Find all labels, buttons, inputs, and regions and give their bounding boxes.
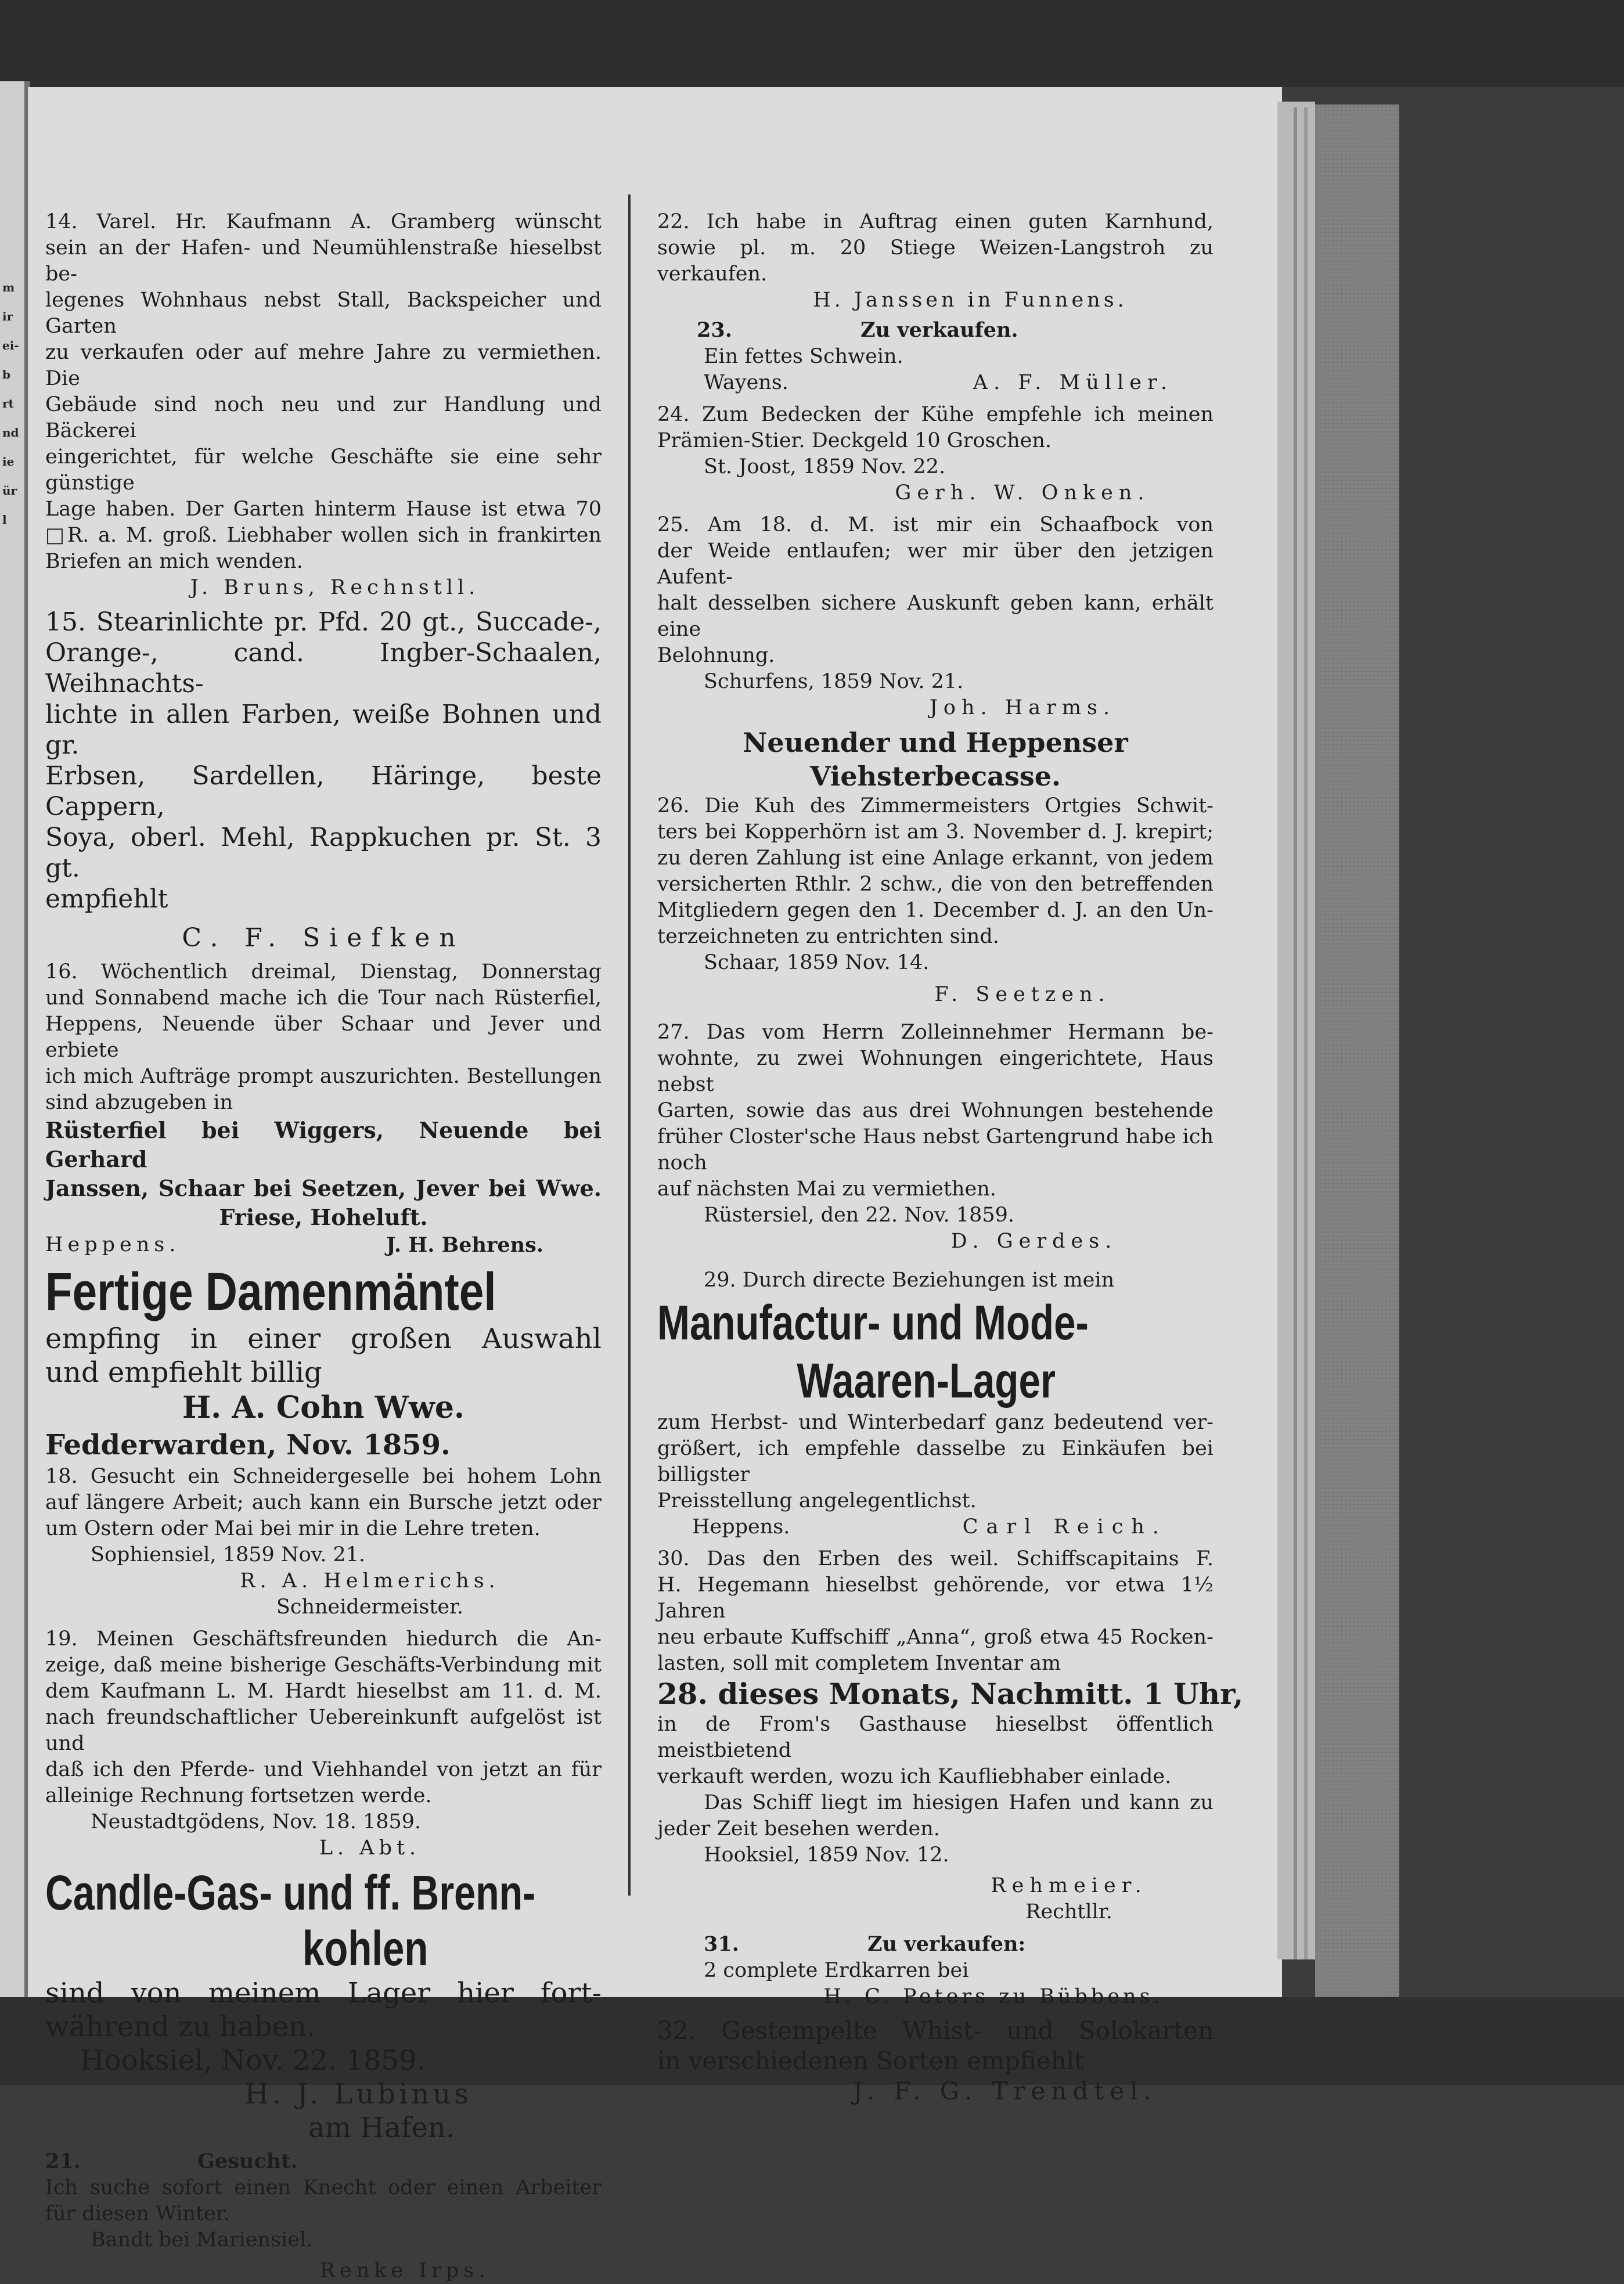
ad-line: Lage haben. Der Garten hinterm Hause ist etwa 70 [45, 498, 602, 521]
ad-signature: H. C. Peters zu Bübbens. [823, 1985, 1164, 2008]
ad-line: der Weide entlaufen; wer mir über den jetzigen Aufent- [657, 539, 1214, 589]
ad-line: empfing in einer großen Auswahl [45, 1323, 602, 1355]
ad-firm: H. A. Cohn Wwe. [182, 1390, 465, 1425]
ad-line: Briefen an mich wenden. [45, 550, 303, 573]
ad-line: und Sonnabend mache ich die Tour nach Rüsterfiel, [45, 986, 602, 1010]
ad-line: Belohnung. [657, 644, 775, 667]
ad-place-date: Fedderwarden, Nov. 1859. [45, 1429, 451, 1461]
ad-line: Mitgliedern gegen den 1. December d. J. an den Un- [657, 899, 1214, 922]
ad-16 [45, 959, 602, 1258]
ad-place-date: Hooksiel, Nov. 22. 1859. [80, 2044, 426, 2077]
ad-line: und empfiehlt billig [45, 1356, 322, 1389]
ad-headline: Fertige Damenmäntel [45, 1262, 496, 1321]
ad-heading: Zu verkaufen: [867, 1932, 1026, 1956]
backdrop-top [0, 0, 1624, 87]
ad-place-date: Sophiensiel, 1859 Nov. 21. [91, 1543, 366, 1566]
ad-line: Das Schiff liegt im hiesigen Hafen und kann zu [704, 1791, 1214, 1814]
ad-line: sind abzugeben in [45, 1091, 233, 1114]
ad-line: 24. Zum Bedecken der Kühe empfehle ich meinen [657, 403, 1214, 426]
ad-line: alleinige Rechnung fortsetzen werde. [45, 1784, 432, 1807]
ad-signature: H. Janssen in Funnens. [813, 289, 1128, 312]
ad-signature: L. Abt. [319, 1836, 421, 1860]
ad-place-signature [657, 370, 1214, 396]
ad-bold-line: Friese, Hoheluft. [219, 1204, 428, 1230]
ad-line: lasten, soll mit completem Inventar am [657, 1652, 1061, 1675]
ad-title: Rechtllr. [1025, 1900, 1112, 1923]
left-column [45, 209, 602, 2284]
ad-line: ters bei Kopperhörn ist am 3. November d. J. krepirt; [657, 820, 1214, 844]
ad-big-line: 28. dieses Monats, Nachmitt. 1 Uhr, [657, 1677, 1244, 1711]
ad-line: um Ostern oder Mai bei mir in die Lehre treten. [45, 1517, 541, 1540]
ad-place: Heppens. [692, 1515, 790, 1539]
ad-22 [657, 209, 1214, 314]
ad-14 [45, 209, 602, 601]
ad-place-date: Schaar, 1859 Nov. 14. [704, 951, 930, 974]
ad-signature: J. F. G. Trendtel. [853, 2077, 1157, 2105]
left-edge-fragment: b [2, 368, 10, 381]
ad-line: Erbsen, Sardellen, Häringe, beste Cappern, [45, 761, 602, 822]
ad-place-date: Rüstersiel, den 22. Nov. 1859. [704, 1204, 1015, 1227]
ad-number: 23. [697, 318, 732, 342]
ad-line: auf nächsten Mai zu vermiethen. [657, 1177, 996, 1201]
ad-line: ich mich Aufträge prompt auszurichten. Bestellungen [45, 1065, 602, 1088]
ad-line: halt desselben sichere Auskunft geben kann, erhält eine [657, 592, 1214, 641]
ad-place-date: Hooksiel, 1859 Nov. 12. [704, 1843, 949, 1867]
ad-place-date: Neustadtgödens, Nov. 18. 1859. [91, 1810, 422, 1833]
ad-line: verkauft werden, wozu ich Kaufliebhaber einlade. [657, 1765, 1172, 1788]
ad-line: 16. Wöchentlich dreimal, Dienstag, Donnerstag [45, 960, 602, 984]
ad-27 [657, 1019, 1214, 1255]
ad-heading: Zu verkaufen. [860, 318, 1018, 342]
ad-line: daß ich den Pferde- und Viehhandel von jetzt an für [45, 1758, 602, 1781]
ad-20 [45, 1865, 602, 2145]
ad-line: sein an der Hafen- und Neumühlenstraße hieselbst be- [45, 236, 602, 286]
ad-line: in de From's Gasthause hieselbst öffentlich meistbietend [657, 1713, 1214, 1762]
ad-line: für diesen Winter. [45, 2202, 230, 2225]
ad-place-date: Schurfens, 1859 Nov. 21. [704, 670, 964, 693]
ad-19 [45, 1626, 602, 1861]
ad-number: 21. [45, 2149, 81, 2173]
ad-line: 32. Gestempelte Whist- und Solokarten [657, 2016, 1214, 2045]
ad-31 [657, 1931, 1214, 2010]
left-edge-fragment: ür [2, 484, 17, 498]
ad-32 [657, 2016, 1214, 2106]
ad-signature: Rehmeier. [991, 1874, 1147, 1897]
ad-line: Orange-, cand. Ingber-Schaalen, Weihnachts- [45, 638, 602, 698]
ad-line: 27. Das vom Herrn Zolleinnehmer Hermann be- [657, 1021, 1214, 1044]
ad-place-signature [657, 1514, 1214, 1540]
page-stack-line [1304, 107, 1308, 1959]
ad-line: 18. Gesucht ein Schneidergeselle bei hohem Lohn [45, 1465, 602, 1488]
ad-line: versicherten Rthlr. 2 schw., die von den betreffenden [657, 873, 1214, 896]
ad-line: zeige, daß meine bisherige Geschäfts-Verbindung mit [45, 1653, 602, 1677]
ad-line: 29. Durch directe Beziehungen ist mein [704, 1269, 1115, 1292]
ad-line: 25. Am 18. d. M. ist mir ein Schaafbock von [657, 513, 1214, 536]
ad-line: □R. a. M. groß. Liebhaber wollen sich in frankirten [45, 524, 602, 547]
ad-line: lichte in allen Farben, weiße Bohnen und gr. [45, 700, 602, 760]
ad-18 [45, 1464, 602, 1620]
ad-heading: Neuender und Heppenser [743, 727, 1128, 758]
right-column [657, 209, 1244, 2106]
ad-heading-row [657, 1931, 1214, 1958]
ad-25 [657, 512, 1214, 721]
ad-26 [657, 726, 1214, 1008]
ad-line: Heppens, Neuende über Schaar und Jever und erbiete [45, 1013, 602, 1062]
left-edge-fragment: ir [2, 309, 13, 323]
ad-signature: D. Gerdes. [950, 1230, 1118, 1253]
ad-line: 19. Meinen Geschäftsfreunden hiedurch die An- [45, 1627, 602, 1651]
ad-line: 15. Stearinlichte pr. Pfd. 20 gt., Succade-, [45, 607, 602, 637]
ad-firm: H. J. Lubinus [244, 2078, 472, 2110]
ad-29 [657, 1267, 1214, 1540]
ad-bold-line: Janssen, Schaar bei Seetzen, Jever bei Wwe. [45, 1175, 602, 1201]
page-stack-line [1294, 107, 1297, 1959]
ad-bold-line: Rüsterfiel bei Wiggers, Neuende bei Gerhard [45, 1117, 602, 1172]
ad-line: 22. Ich habe in Auftrag einen guten Karnhund, [657, 210, 1214, 233]
ad-30 [657, 1546, 1244, 1925]
ad-place-date: St. Joost, 1859 Nov. 22. [704, 455, 946, 478]
ad-line: während zu haben. [45, 2011, 316, 2043]
ad-title: Schneidermeister. [276, 1595, 464, 1619]
ad-heading-row [45, 2148, 602, 2175]
column-rule [628, 194, 631, 1896]
ad-line: größert, ich empfehle dasselbe zu Einkäufen bei billigster [657, 1437, 1214, 1486]
ad-line: terzeichneten zu entrichten sind. [657, 925, 999, 948]
left-page-edge [0, 81, 24, 1997]
ad-signature: C. F. Siefken [182, 923, 465, 953]
ad-signature: A. F. Müller. [973, 371, 1173, 394]
ad-line: sind von meinem Lager hier fort- [45, 1977, 602, 2009]
ad-line: eingerichtet, für welche Geschäfte sie eine sehr günstige [45, 445, 602, 495]
ad-signature: J. Bruns, Rechnstll. [190, 576, 480, 599]
ad-signature: Joh. Harms. [929, 696, 1116, 719]
ad-place: Wayens. [704, 371, 788, 394]
ad-signature: Renke Irps. [319, 2259, 490, 2282]
ad-15 [45, 607, 602, 953]
ad-line: in verschiedenen Sorten empfiehlt [657, 2047, 1085, 2075]
ad-headline: Manufactur- und Mode- [657, 1295, 1089, 1350]
ad-line: 2 complete Erdkarren bei [704, 1959, 969, 1982]
ad-headline: Waaren-Lager [797, 1353, 1056, 1408]
ad-place: Bandt bei Mariensiel. [91, 2228, 313, 2251]
ad-line: empfiehlt [45, 884, 168, 914]
ad-line: Soya, oberl. Mehl, Rappkuchen pr. St. 3 gt. [45, 823, 602, 883]
ad-headline: Candle-Gas- und ff. Brenn- [45, 1865, 536, 1920]
ad-signature: Gerh. W. Onken. [895, 481, 1150, 505]
ad-line: nach freundschaftlicher Uebereinkunft aufgelöst ist und [45, 1706, 602, 1755]
ad-line: auf längere Arbeit; auch kann ein Bursche jetzt oder [45, 1491, 602, 1514]
ad-number: 31. [704, 1932, 739, 1956]
ad-firm-line: am Hafen. [308, 2112, 455, 2144]
ad-signature: J. H. Behrens. [386, 1233, 543, 1257]
left-edge-fragment: l [2, 513, 7, 527]
ad-line: dem Kaufmann L. M. Hardt hieselbst am 11. d. M. [45, 1680, 602, 1703]
ad-line: 30. Das den Erben des weil. Schiffscapitains F. [657, 1547, 1214, 1570]
ad-heading: Gesucht. [197, 2149, 298, 2173]
ad-line: Prämien-Stier. Deckgeld 10 Groschen. [657, 429, 1052, 452]
left-edge-fragment: nd [2, 426, 19, 439]
ad-line: zu verkaufen oder auf mehre Jahre zu vermiethen. Die [45, 341, 602, 390]
ad-24 [657, 402, 1214, 506]
ad-line: legenes Wohnhaus nebst Stall, Backspeicher und Garten [45, 289, 602, 338]
ad-line: sowie pl. m. 20 Stiege Weizen-Langstroh zu verkaufen. [657, 236, 1214, 286]
ad-line: jeder Zeit besehen werden. [657, 1817, 940, 1840]
ad-line: Preisstellung angelegentlichst. [657, 1489, 977, 1512]
ad-line: zu deren Zahlung ist eine Anlage erkannt, von jedem [657, 846, 1214, 870]
ad-line: zum Herbst- und Winterbedarf ganz bedeutend ver- [657, 1411, 1214, 1434]
ad-line: 26. Die Kuh des Zimmermeisters Ortgies Schwit- [657, 794, 1214, 817]
ad-place-signature [45, 1232, 602, 1258]
ad-line: H. Hegemann hieselbst gehörende, vor etwa 1½ Jahren [657, 1573, 1214, 1623]
left-edge-fragment: ei- [2, 338, 19, 352]
book-cover [1315, 105, 1399, 1997]
ad-place: Heppens. [45, 1233, 181, 1256]
ad-signature: F. Seetzen. [934, 983, 1111, 1006]
ad-line: 14. Varel. Hr. Kaufmann A. Gramberg wünscht [45, 210, 602, 233]
ad-signature: R. A. Helmerichs. [240, 1569, 500, 1593]
ad-line: Ich suche sofort einen Knecht oder einen Arbeiter [45, 2176, 602, 2199]
left-edge-fragment: m [2, 280, 15, 294]
ad-heading-row [657, 317, 1214, 344]
ad-17 [45, 1262, 602, 1464]
ad-line: neu erbaute Kuffschiff „Anna“, groß etwa 45 Rocken- [657, 1626, 1214, 1649]
ad-21 [45, 2148, 602, 2284]
ad-line: wohnte, zu zwei Wohnungen eingerichtete, Haus nebst [657, 1047, 1214, 1096]
ad-headline: kohlen [302, 1921, 428, 1976]
ad-signature: Carl Reich. [962, 1515, 1167, 1539]
ad-line: Gebäude sind noch neu und zur Handlung und Bäckerei [45, 393, 602, 442]
ad-line: früher Closter'sche Haus nebst Gartengrund habe ich noch [657, 1125, 1214, 1175]
left-edge-fragment: rt [2, 397, 14, 410]
ad-heading: Viehsterbecasse. [809, 761, 1061, 792]
ad-23 [657, 317, 1214, 396]
ad-line: Garten, sowie das aus drei Wohnungen bestehende [657, 1099, 1214, 1122]
ad-line: Ein fettes Schwein. [704, 345, 903, 368]
left-edge-fragment: ie [2, 455, 15, 469]
